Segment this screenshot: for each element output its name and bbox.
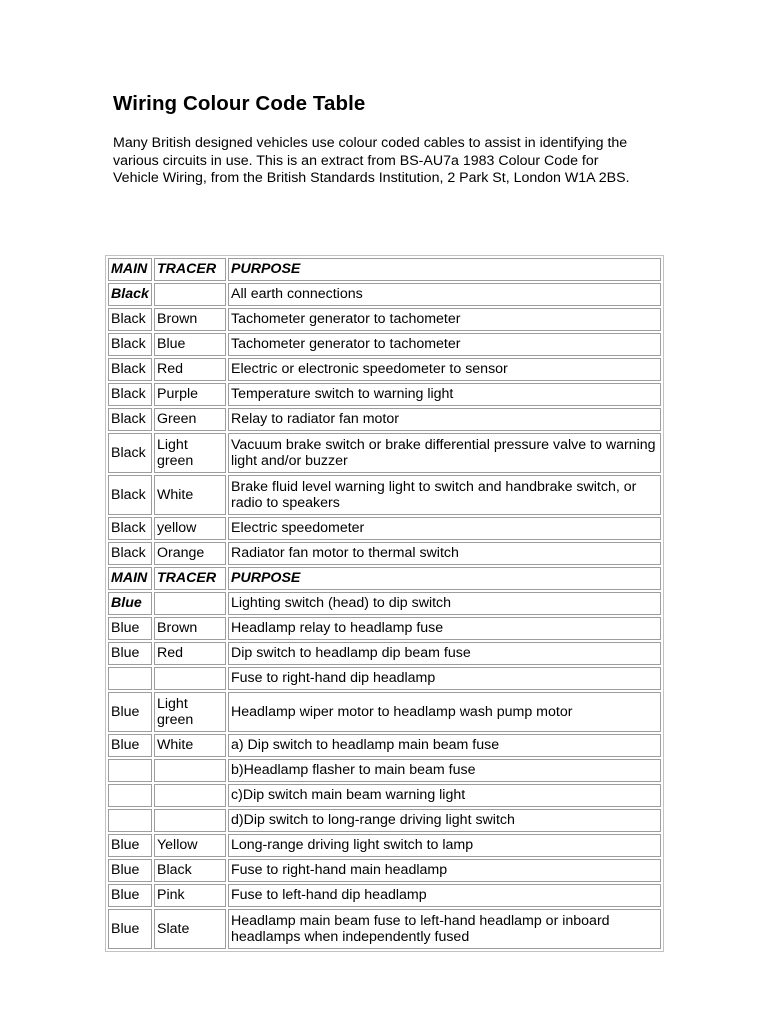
tracer-colour-cell: Purple (154, 383, 226, 406)
table-row (108, 859, 661, 882)
tracer-colour-cell: Green (154, 408, 226, 431)
purpose-cell: Headlamp wiper motor to headlamp wash pump motor (228, 692, 661, 732)
main-colour-cell: Blue (108, 592, 152, 615)
table-row (108, 475, 661, 515)
purpose-cell: a) Dip switch to headlamp main beam fuse (228, 734, 661, 757)
header-tracer: TRACER (154, 258, 226, 281)
tracer-colour-cell: Brown (154, 308, 226, 331)
table-row (108, 542, 661, 565)
table-row (108, 884, 661, 907)
table-row (108, 358, 661, 381)
header-main: MAIN (108, 567, 152, 590)
table-row (108, 383, 661, 406)
purpose-cell: Fuse to right-hand main headlamp (228, 859, 661, 882)
purpose-cell: Headlamp relay to headlamp fuse (228, 617, 661, 640)
tracer-colour-cell: Red (154, 358, 226, 381)
main-colour-cell: Black (108, 433, 152, 473)
purpose-cell: Dip switch to headlamp dip beam fuse (228, 642, 661, 665)
header-main: MAIN (108, 258, 152, 281)
purpose-cell: Electric or electronic speedometer to sensor (228, 358, 661, 381)
main-colour-cell: Blue (108, 617, 152, 640)
table-row (108, 759, 661, 782)
wiring-colour-table (105, 255, 664, 952)
tracer-colour-cell: Light green (154, 692, 226, 732)
main-colour-cell (108, 759, 152, 782)
purpose-cell: Headlamp main beam fuse to left-hand headlamp or inboard headlamps when independently fused (228, 909, 661, 949)
main-colour-cell: Black (108, 308, 152, 331)
tracer-colour-cell (154, 784, 226, 807)
table-row (108, 617, 661, 640)
main-colour-cell: Blue (108, 909, 152, 949)
purpose-cell: Brake fluid level warning light to switch and handbrake switch, or radio to speakers (228, 475, 661, 515)
tracer-colour-cell (154, 667, 226, 690)
table-row (108, 909, 661, 949)
tracer-colour-cell (154, 809, 226, 832)
header-tracer: TRACER (154, 567, 226, 590)
table-row (108, 667, 661, 690)
purpose-cell: Radiator fan motor to thermal switch (228, 542, 661, 565)
table-row (108, 333, 661, 356)
purpose-cell: Fuse to left-hand dip headlamp (228, 884, 661, 907)
main-colour-cell (108, 784, 152, 807)
table-row (108, 784, 661, 807)
tracer-colour-cell: Pink (154, 884, 226, 907)
purpose-cell: Tachometer generator to tachometer (228, 308, 661, 331)
table-header-row (108, 567, 661, 590)
table-row (108, 517, 661, 540)
purpose-cell: Tachometer generator to tachometer (228, 333, 661, 356)
table-row (108, 308, 661, 331)
table-row (108, 433, 661, 473)
main-colour-cell: Black (108, 542, 152, 565)
purpose-cell: d)Dip switch to long-range driving light switch (228, 809, 661, 832)
purpose-cell: Relay to radiator fan motor (228, 408, 661, 431)
table-row (108, 809, 661, 832)
purpose-cell: Lighting switch (head) to dip switch (228, 592, 661, 615)
table-row (108, 834, 661, 857)
purpose-cell: All earth connections (228, 283, 661, 306)
tracer-colour-cell: Slate (154, 909, 226, 949)
purpose-cell: b)Headlamp flasher to main beam fuse (228, 759, 661, 782)
tracer-colour-cell: White (154, 475, 226, 515)
tracer-colour-cell: Orange (154, 542, 226, 565)
header-purpose: PURPOSE (228, 567, 661, 590)
tracer-colour-cell: Light green (154, 433, 226, 473)
page-title: Wiring Colour Code Table (113, 92, 366, 115)
main-colour-cell: Black (108, 408, 152, 431)
main-colour-cell (108, 667, 152, 690)
main-colour-cell (108, 809, 152, 832)
tracer-colour-cell: Blue (154, 333, 226, 356)
tracer-colour-cell: Black (154, 859, 226, 882)
tracer-colour-cell (154, 283, 226, 306)
table-header-row (108, 258, 661, 281)
tracer-colour-cell: Yellow (154, 834, 226, 857)
main-colour-cell: Black (108, 283, 152, 306)
main-colour-cell: Blue (108, 884, 152, 907)
main-colour-cell: Black (108, 333, 152, 356)
table-row (108, 283, 661, 306)
intro-paragraph: Many British designed vehicles use colour coded cables to assist in identifying the various circuits in use. This is an extract from BS-AU7a 1983 Colour Code for Vehicle Wiring, from the British Standards Institution, 2 Park St, London W1A 2BS. (113, 135, 630, 186)
purpose-cell: Temperature switch to warning light (228, 383, 661, 406)
main-colour-cell: Blue (108, 642, 152, 665)
tracer-colour-cell: yellow (154, 517, 226, 540)
purpose-cell: Long-range driving light switch to lamp (228, 834, 661, 857)
table-row (108, 642, 661, 665)
purpose-cell: Vacuum brake switch or brake differential pressure valve to warning light and/or buzzer (228, 433, 661, 473)
main-colour-cell: Black (108, 475, 152, 515)
main-colour-cell: Black (108, 383, 152, 406)
table-row (108, 408, 661, 431)
purpose-cell: Electric speedometer (228, 517, 661, 540)
tracer-colour-cell (154, 592, 226, 615)
main-colour-cell: Black (108, 517, 152, 540)
header-purpose: PURPOSE (228, 258, 661, 281)
table-row (108, 692, 661, 732)
main-colour-cell: Blue (108, 834, 152, 857)
tracer-colour-cell: Brown (154, 617, 226, 640)
table-row (108, 592, 661, 615)
main-colour-cell: Blue (108, 734, 152, 757)
purpose-cell: Fuse to right-hand dip headlamp (228, 667, 661, 690)
purpose-cell: c)Dip switch main beam warning light (228, 784, 661, 807)
main-colour-cell: Blue (108, 859, 152, 882)
tracer-colour-cell: Red (154, 642, 226, 665)
main-colour-cell: Blue (108, 692, 152, 732)
tracer-colour-cell (154, 759, 226, 782)
tracer-colour-cell: White (154, 734, 226, 757)
main-colour-cell: Black (108, 358, 152, 381)
table-row (108, 734, 661, 757)
